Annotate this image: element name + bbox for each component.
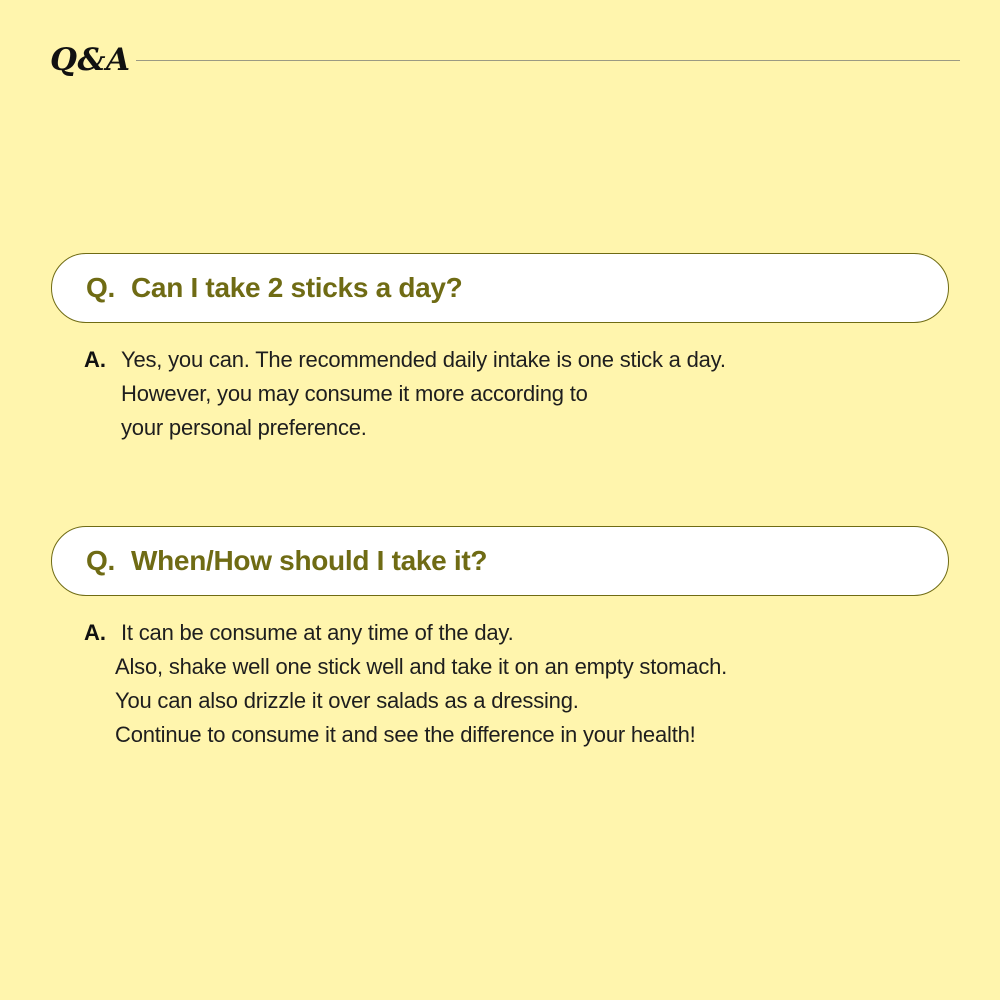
question-text: When/How should I take it? (131, 545, 488, 576)
faq-answer (51, 343, 949, 483)
faq-item (51, 526, 949, 756)
question-text: Can I take 2 sticks a day? (131, 272, 463, 303)
faq-question[interactable] (51, 526, 949, 596)
question-prefix: Q. (86, 545, 115, 576)
page-title: Q&A (50, 42, 131, 78)
answer-line: However, you may consume it more according to (121, 381, 588, 406)
answer-text (121, 343, 726, 445)
page-header (50, 38, 960, 82)
answer-line: Also, shake well one stick well and take it on an empty stomach. (115, 654, 728, 679)
faq-question[interactable] (51, 253, 949, 323)
faq-answer (51, 616, 949, 756)
answer-text (115, 616, 727, 752)
faq-item (51, 253, 949, 483)
header-divider (136, 60, 960, 61)
answer-line: It can be consume at any time of the day. (121, 620, 514, 645)
answer-line: You can also drizzle it over salads as a dressing. (115, 688, 579, 713)
answer-line: Yes, you can. The recommended daily intake is one stick a day. (121, 347, 726, 372)
answer-prefix: A. (84, 347, 106, 372)
answer-prefix: A. (84, 620, 106, 645)
answer-line: your personal preference. (121, 415, 367, 440)
question-prefix: Q. (86, 272, 115, 303)
answer-line: Continue to consume it and see the difference in your health! (115, 722, 696, 747)
